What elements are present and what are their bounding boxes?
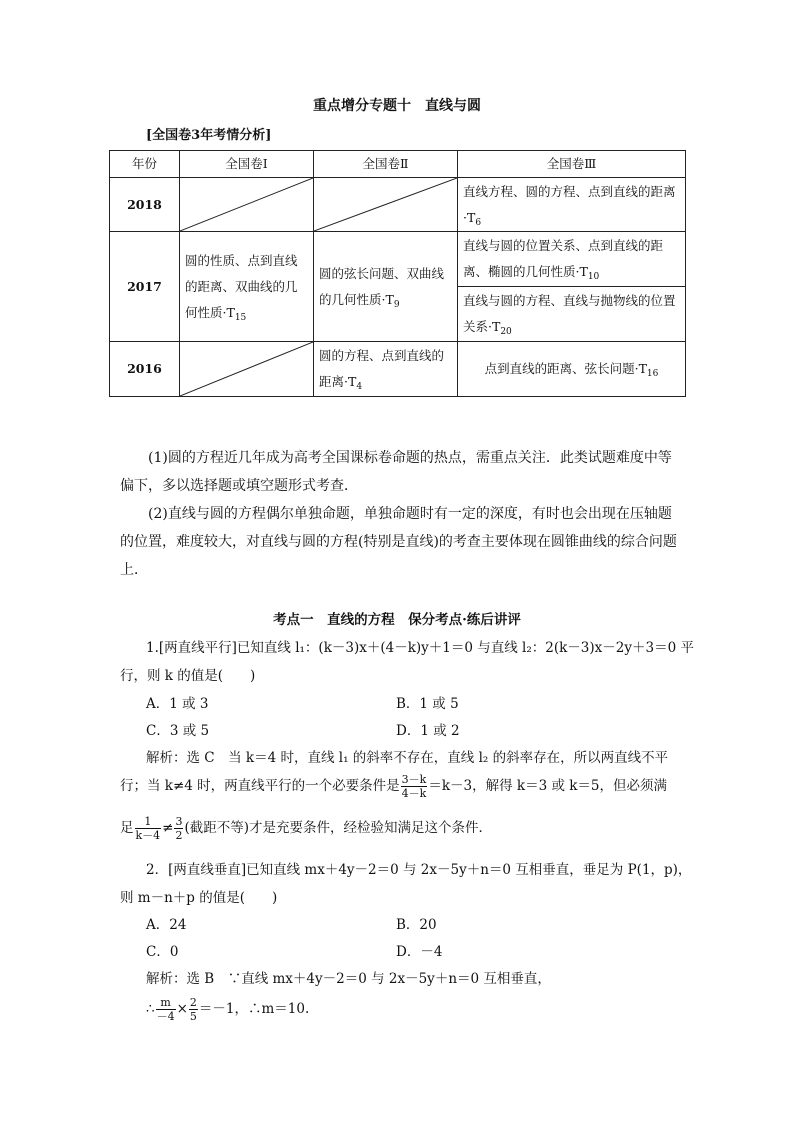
exam-analysis-table <box>109 150 686 397</box>
note-2: (2)直线与圆的方程偶尔单独命题，单独命题时有一定的深度，有时也会出现在压轴题的位置，难度较大，对直线与圆的方程(特别是直线)的考查主要体现在圆锥曲线的综合问题上． <box>120 506 677 578</box>
empty-cell <box>180 342 314 397</box>
q2-solution-line1: 解析：选 B ∵直线 mx＋4y－2＝0 与 2x－5y＋n＝0 互相垂直， <box>146 971 551 987</box>
topic-cell: 圆的性质、点到直线的距离、双曲线的几何性质$\cdot T_{15}$ <box>180 232 314 342</box>
table-header-row <box>110 151 686 178</box>
empty-cell <box>314 178 458 232</box>
empty-cell <box>180 178 314 232</box>
year-cell: 2016 <box>110 342 180 397</box>
q1-option-c: C．3 或 5 <box>146 723 210 739</box>
topic-cell: 圆的方程、点到直线的距离$\cdot T_4$ <box>314 342 458 397</box>
q1-solution-line3: 足 $\frac{1}{k-4}$ ≠ $\frac{3}{2}$ (截距不等)才是充要条件，经检验知满足这个条件． <box>120 815 493 842</box>
analysis-heading: [全国卷3年考情分析] <box>146 128 272 143</box>
fraction: $\frac{3-k}{4-k}$ <box>401 773 427 800</box>
topic-cell: 直线与圆的位置关系、点到直线的距离、椭圆的几何性质$\cdot T_{10}$ <box>458 232 686 287</box>
q1-option-d: D．1 或 2 <box>396 723 460 739</box>
note-1: (1)圆的方程近几年成为高考全国课标卷命题的热点，需重点关注．此类试题难度中等偏下，多以选择题或填空题形式考查． <box>120 450 672 494</box>
fraction: $\frac{2}{5}$ <box>189 996 197 1023</box>
q2-stem-line2: 则 m－n＋p 的值是( ) <box>120 890 278 906</box>
q2-option-a: A．24 <box>146 917 187 933</box>
q2-solution-line2: ∴ $\frac{m}{-4}$ × $\frac{2}{5}$ ＝－1，∴m＝10. <box>146 996 310 1023</box>
header-year: 年份 <box>110 151 180 178</box>
q2-option-b: B．20 <box>396 917 437 933</box>
page-title: 重点增分专题十 直线与圆 <box>313 98 481 114</box>
header-paper-2: 全国卷Ⅱ <box>314 151 458 178</box>
table-row-2018 <box>110 178 686 232</box>
section-title: 考点一 直线的方程 保分考点·练后讲评 <box>273 612 521 628</box>
table-row-2016 <box>110 342 686 397</box>
topic-cell: 点到直线的距离、弦长问题$\cdot T_{16}$ <box>458 342 686 397</box>
topic-cell: 圆的弦长问题、双曲线的几何性质$\cdot T_9$ <box>314 232 458 342</box>
fraction: $\frac{1}{k-4}$ <box>135 815 161 842</box>
header-paper-3: 全国卷Ⅲ <box>458 151 686 178</box>
year-cell: 2018 <box>110 178 180 232</box>
q1-solution-line1: 解析：选 C 当 k＝4 时，直线 l₁ 的斜率不存在，直线 l₂ 的斜率存在，所以两直线不平 <box>146 750 669 766</box>
q1-option-a: A．1 或 3 <box>146 696 209 712</box>
year-cell: 2017 <box>110 232 180 342</box>
q1-stem-line1: 1.[两直线平行]已知直线 l₁：(k－3)x＋(4－k)y＋1＝0 与直线 l₂：2(k－3)x－2y＋3＝0 平 <box>146 640 694 656</box>
q2-stem-line1: 2．[两直线垂直]已知直线 mx＋4y－2＝0 与 2x－5y＋n＝0 互相垂直，垂足为 P(1，p)， <box>146 862 692 878</box>
q2-option-d: D．－4 <box>396 944 443 960</box>
q1-stem-line2: 行，则 k 的值是( ) <box>120 668 256 684</box>
q1-option-b: B．1 或 5 <box>396 696 459 712</box>
fraction: $\frac{3}{2}$ <box>175 815 183 842</box>
topic-cell: 直线方程、圆的方程、点到直线的距离$\cdot T_6$ <box>458 178 686 232</box>
header-paper-1: 全国卷Ⅰ <box>180 151 314 178</box>
fraction: $\frac{m}{-4}$ <box>156 996 175 1023</box>
table-row-2017 <box>110 232 686 287</box>
q2-option-c: C．0 <box>146 944 179 960</box>
topic-cell: 直线与圆的方程、直线与抛物线的位置关系$\cdot T_{20}$ <box>458 287 686 342</box>
q1-solution-line2: 行；当 k≠4 时，两直线平行的一个必要条件是 $\frac{3-k}{4-k}$ ＝k－3，解得 k＝3 或 k＝5，但必须满 <box>120 773 668 800</box>
